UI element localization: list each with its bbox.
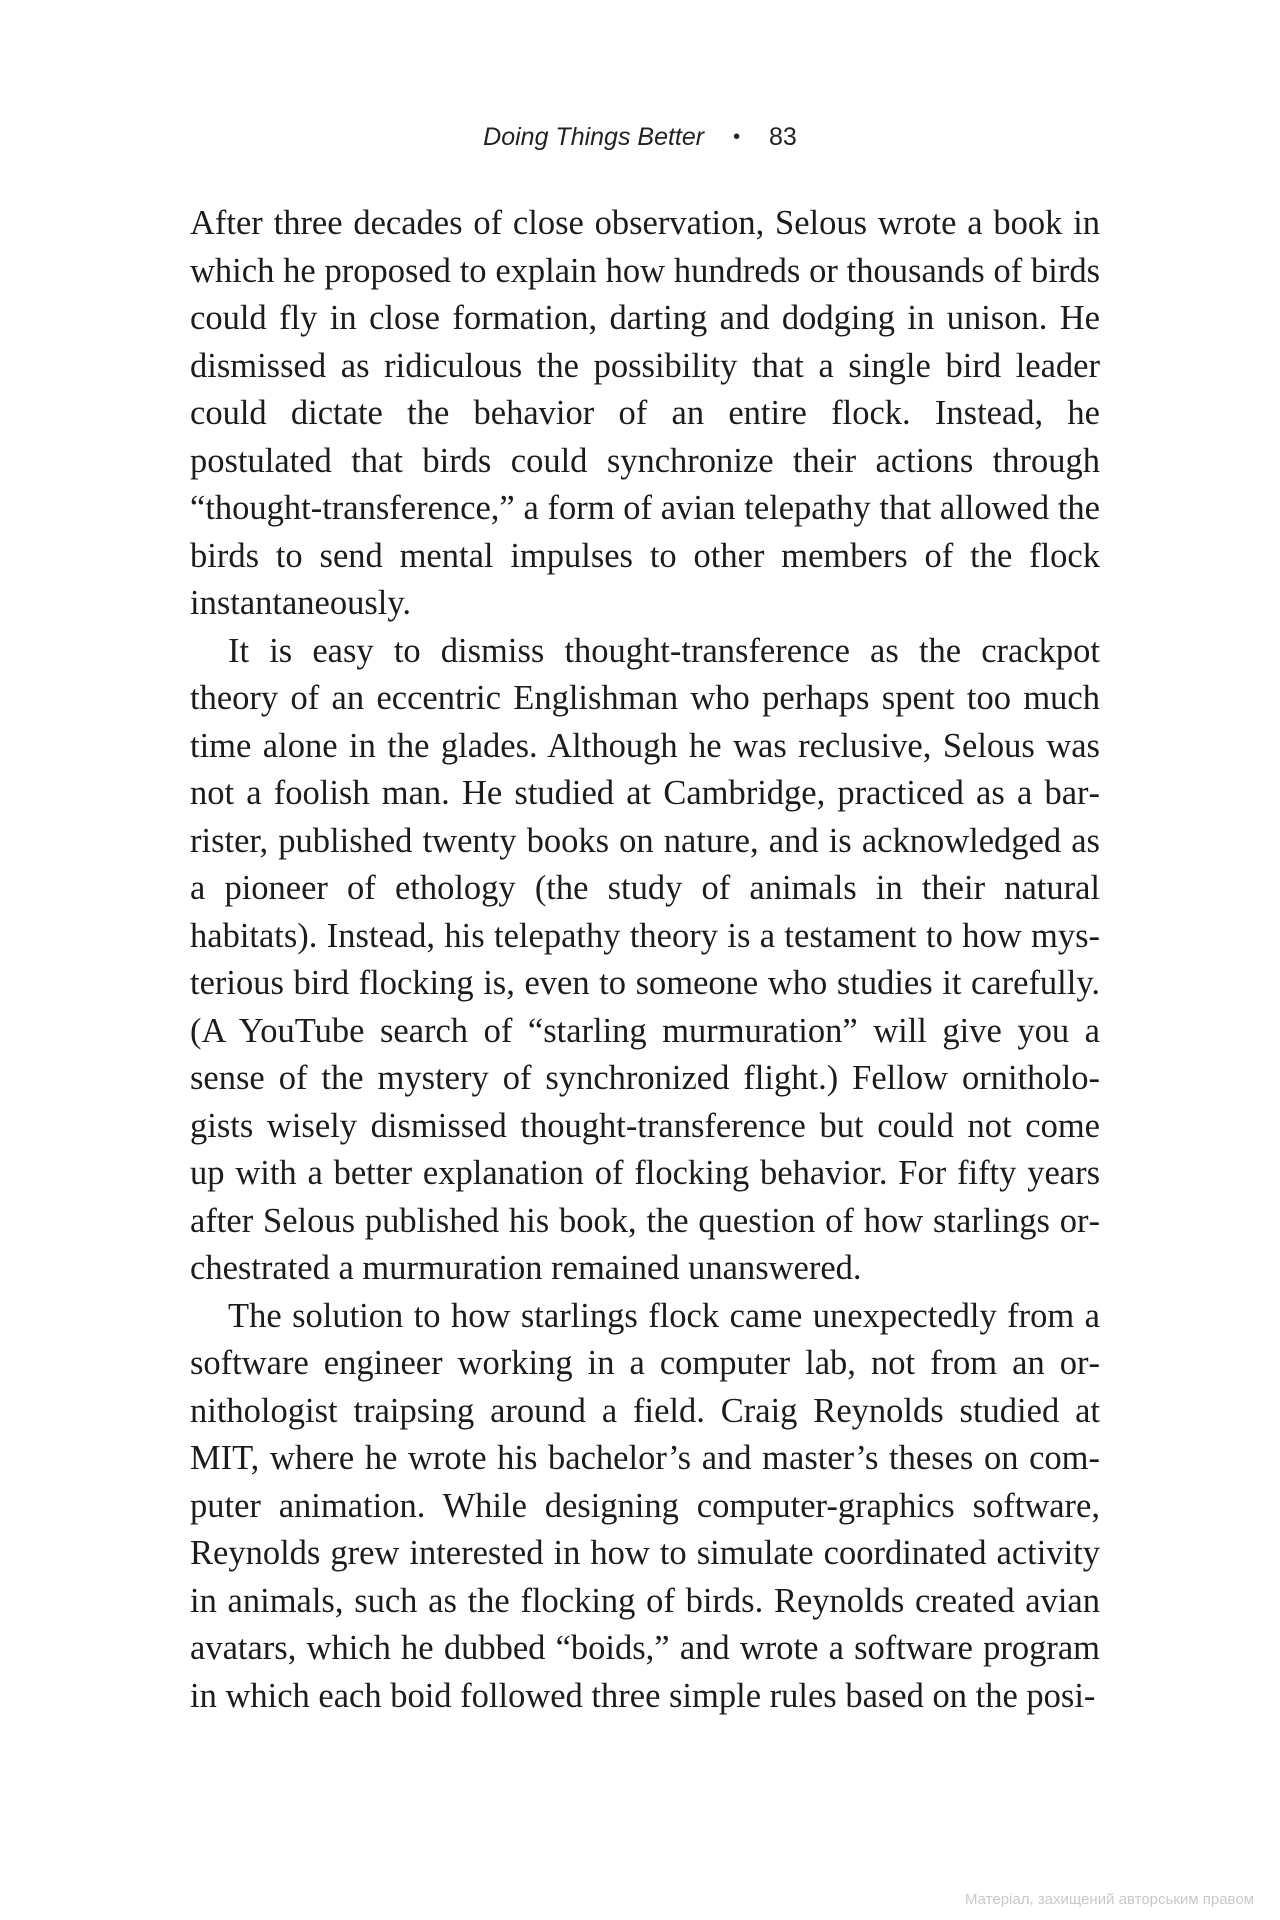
header-separator: • bbox=[733, 126, 741, 148]
section-title: Doing Things Better bbox=[483, 123, 705, 151]
paragraph-2: It is easy to dismiss thought-transference as the crackpot theory of an eccentric Englishman who perhaps spent too much time alone in the glades. Although he was reclusive, Selous was not a foolish man. He studied at Cambridge, practiced as a barrister, published twenty books on nature, and is acknowledged as a pioneer of ethology (the study of animals in their natural habitats). Instead, his telepathy theory is a testament to how mysterious bird flocking is, even to someone who studies it carefully. (A YouTube search of “starling murmuration” will give you a sense of the mystery of synchronized flight.) Fellow ornithologists wisely dismissed thought-transference but could not come up with a better explanation of flocking behavior. For fifty years after Selous published his book, the question of how starlings orchestrated a murmuration remained unanswered. bbox=[190, 631, 1100, 1287]
body-text bbox=[190, 200, 1100, 1720]
copyright-watermark: Матеріал, захищений авторським правом bbox=[964, 1891, 1254, 1908]
page-number: 83 bbox=[769, 123, 797, 151]
running-header bbox=[0, 122, 1280, 154]
paragraph-3: The solution to how starlings flock came unexpectedly from a software engineer working in a computer lab, not from an ornithologist traipsing around a field. Craig Reynolds studied at MIT, where he wrote his bachelor’s and master’s theses on computer animation. While designing computer-graphics software, Reynolds grew interested in how to simulate coordinated activity in animals, such as the flocking of birds. Reynolds created avian avatars, which he dubbed “boids,” and wrote a software program in which each boid followed three simple rules based on the posi- bbox=[190, 1296, 1100, 1715]
paragraph-1: After three decades of close observation, Selous wrote a book in which he proposed to explain how hundreds or thousands of birds could fly in close formation, darting and dodging in unison. He dismissed as ridiculous the possibility that a single bird leader could dictate the behavior of an entire flock. Instead, he postulated that birds could synchronize their actions through “thought-transference,” a form of avian telepathy that allowed the birds to send mental impulses to other members of the flock instantaneously. bbox=[190, 204, 1100, 622]
